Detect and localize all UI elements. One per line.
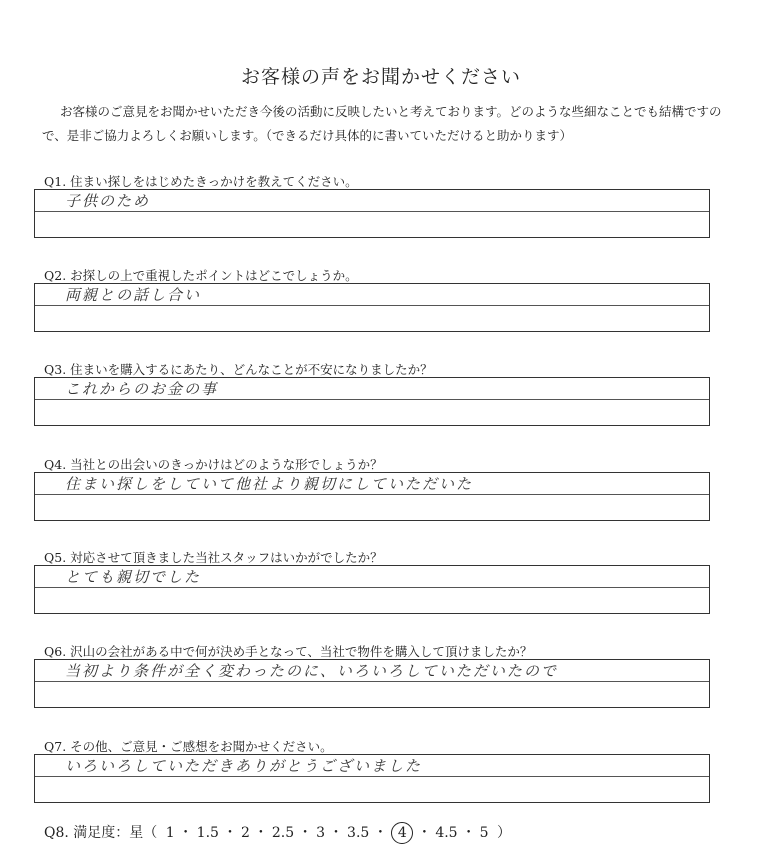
answer-rule: [35, 399, 709, 400]
rating-option[interactable]: 1: [165, 825, 175, 841]
answer-rule: [35, 305, 709, 306]
q8-close: ）: [496, 825, 511, 841]
rating-separator: ・: [178, 825, 193, 841]
rating-option[interactable]: 4.5: [435, 825, 458, 841]
question-2: Q2. お探しの上で重視したポイントはどこでしょうか。: [44, 268, 358, 283]
rating-option-selected[interactable]: 4: [391, 822, 413, 844]
rating-separator: ・: [329, 825, 344, 841]
answer-box-4[interactable]: [34, 472, 710, 521]
answer-box-6[interactable]: [34, 659, 710, 708]
rating-options: [162, 825, 493, 841]
intro-text: お客様のご意見をお聞かせいただき今後の活動に反映したいと考えております。どのような些細なことでも結構ですので、是非ご協力よろしくお願いします。（できるだけ具体的に書いていただけると助かります）: [42, 104, 722, 143]
answer-box-7[interactable]: [34, 754, 710, 803]
answer-box-5[interactable]: [34, 565, 710, 614]
rating-separator: ・: [253, 825, 268, 841]
question-4: Q4. 当社との出会いのきっかけはどのような形でしょうか？: [44, 457, 383, 472]
rating-option[interactable]: 3: [316, 825, 326, 841]
answer-rule: [35, 211, 709, 212]
answer-rule: [35, 776, 709, 777]
answer-rule: [35, 587, 709, 588]
question-1: Q1. 住まい探しをはじめたきっかけを教えてください。: [44, 174, 358, 189]
rating-separator: ・: [417, 825, 432, 841]
question-6: Q6. 沢山の会社がある中で何が決め手となって、当社で物件を購入して頂けましたか？: [44, 644, 533, 659]
rating-separator: ・: [222, 825, 237, 841]
answer-rule: [35, 681, 709, 682]
answer-box-2[interactable]: [34, 283, 710, 332]
answer-1: 子供のため: [65, 192, 151, 210]
answer-2: 両親との話し合い: [65, 286, 202, 304]
form-title: お客様の声をお聞かせください: [240, 66, 521, 88]
rating-separator: ・: [373, 825, 388, 841]
answer-6: 当初より条件が全く変わったのに、いろいろしていただいたので: [65, 662, 558, 680]
rating-option[interactable]: 2.5: [271, 825, 295, 841]
answer-5: とても親切でした: [65, 568, 202, 586]
rating-option[interactable]: 1.5: [196, 825, 219, 841]
answer-7: いろいろしていただきありがとうございました: [65, 757, 423, 775]
answer-box-1[interactable]: [34, 189, 710, 238]
satisfaction-rating: [44, 822, 511, 844]
answer-3: これからのお金の事: [65, 380, 219, 398]
answer-rule: [35, 494, 709, 495]
question-3: Q3. 住まいを購入するにあたり、どんなことが不安になりましたか？: [44, 362, 433, 377]
q8-label: Q8. 満足度：星（: [44, 825, 158, 841]
rating-separator: ・: [461, 825, 476, 841]
rating-option[interactable]: 5: [479, 825, 489, 841]
rating-option[interactable]: 2: [240, 825, 250, 841]
rating-separator: ・: [298, 825, 313, 841]
question-5: Q5. 対応させて頂きました当社スタッフはいかがでしたか？: [44, 550, 383, 565]
answer-box-3[interactable]: [34, 377, 710, 426]
answer-4: 住まい探しをしていて他社より親切にしていただいた: [65, 475, 474, 493]
rating-option[interactable]: 3.5: [347, 825, 370, 841]
question-7: Q7. その他、ご意見・ご感想をお聞かせください。: [44, 739, 333, 754]
